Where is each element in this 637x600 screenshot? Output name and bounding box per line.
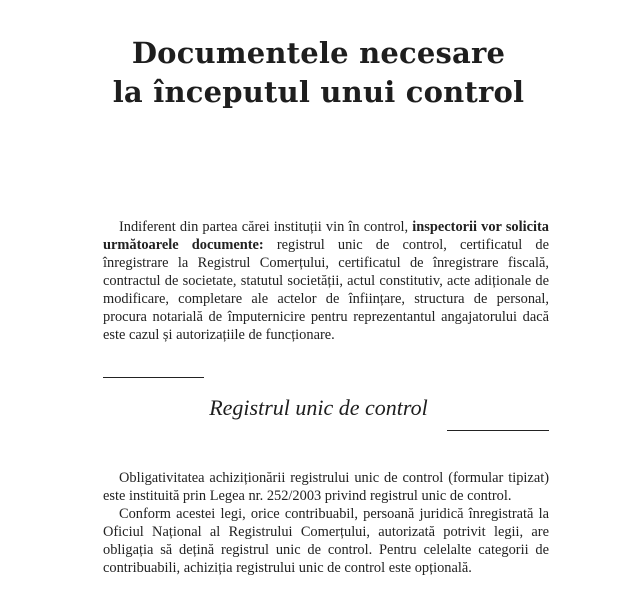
intro-paragraph (103, 218, 549, 344)
divider-left (103, 377, 204, 378)
intro-text-end: registrul unic de control, certificatul de înregistrare la Registrul Comerțului, certificatul de înregistrare fiscală, contractul de societate, statutul societății, actul constitutiv, acte adiționale de modificare, completare ale actelor de înființare, structura de personal, procura notarială de împuternicire pentru reprezentantul angajatorului dacă este cazul și autorizațiile de funcționare. (103, 237, 549, 343)
intro-text-start: Indiferent din partea cărei instituții vin în control, (119, 219, 413, 235)
intro-bold-text: inspectorii vor solicita următoarele documente: (103, 219, 549, 253)
section-heading: Registrul unic de control (209, 395, 428, 420)
title-line-1: Documentele necesare (131, 36, 506, 70)
title-line-2: la începutul unui control (112, 75, 525, 109)
section-paragraph-2 (103, 505, 549, 577)
section-paragraph-2-text: Conform acestei legi, orice contribuabil, persoană juridică înregistrată la Oficiul Național al Registrului Comerțului, autorizată potrivit legii, are obligația să dețină registrul unic de control. Pentru celelalte categorii de contribuabili, achiziția registrului unic de control este opțională. (103, 506, 549, 576)
section-paragraph-1 (103, 469, 549, 505)
page-title (0, 34, 637, 112)
section-paragraph-1-text: Obligativitatea achiziționării registrului unic de control (formular tipizat) este instituită prin Legea nr. 252/2003 privind registrul unic de control. (103, 470, 549, 504)
divider-right (447, 430, 549, 431)
